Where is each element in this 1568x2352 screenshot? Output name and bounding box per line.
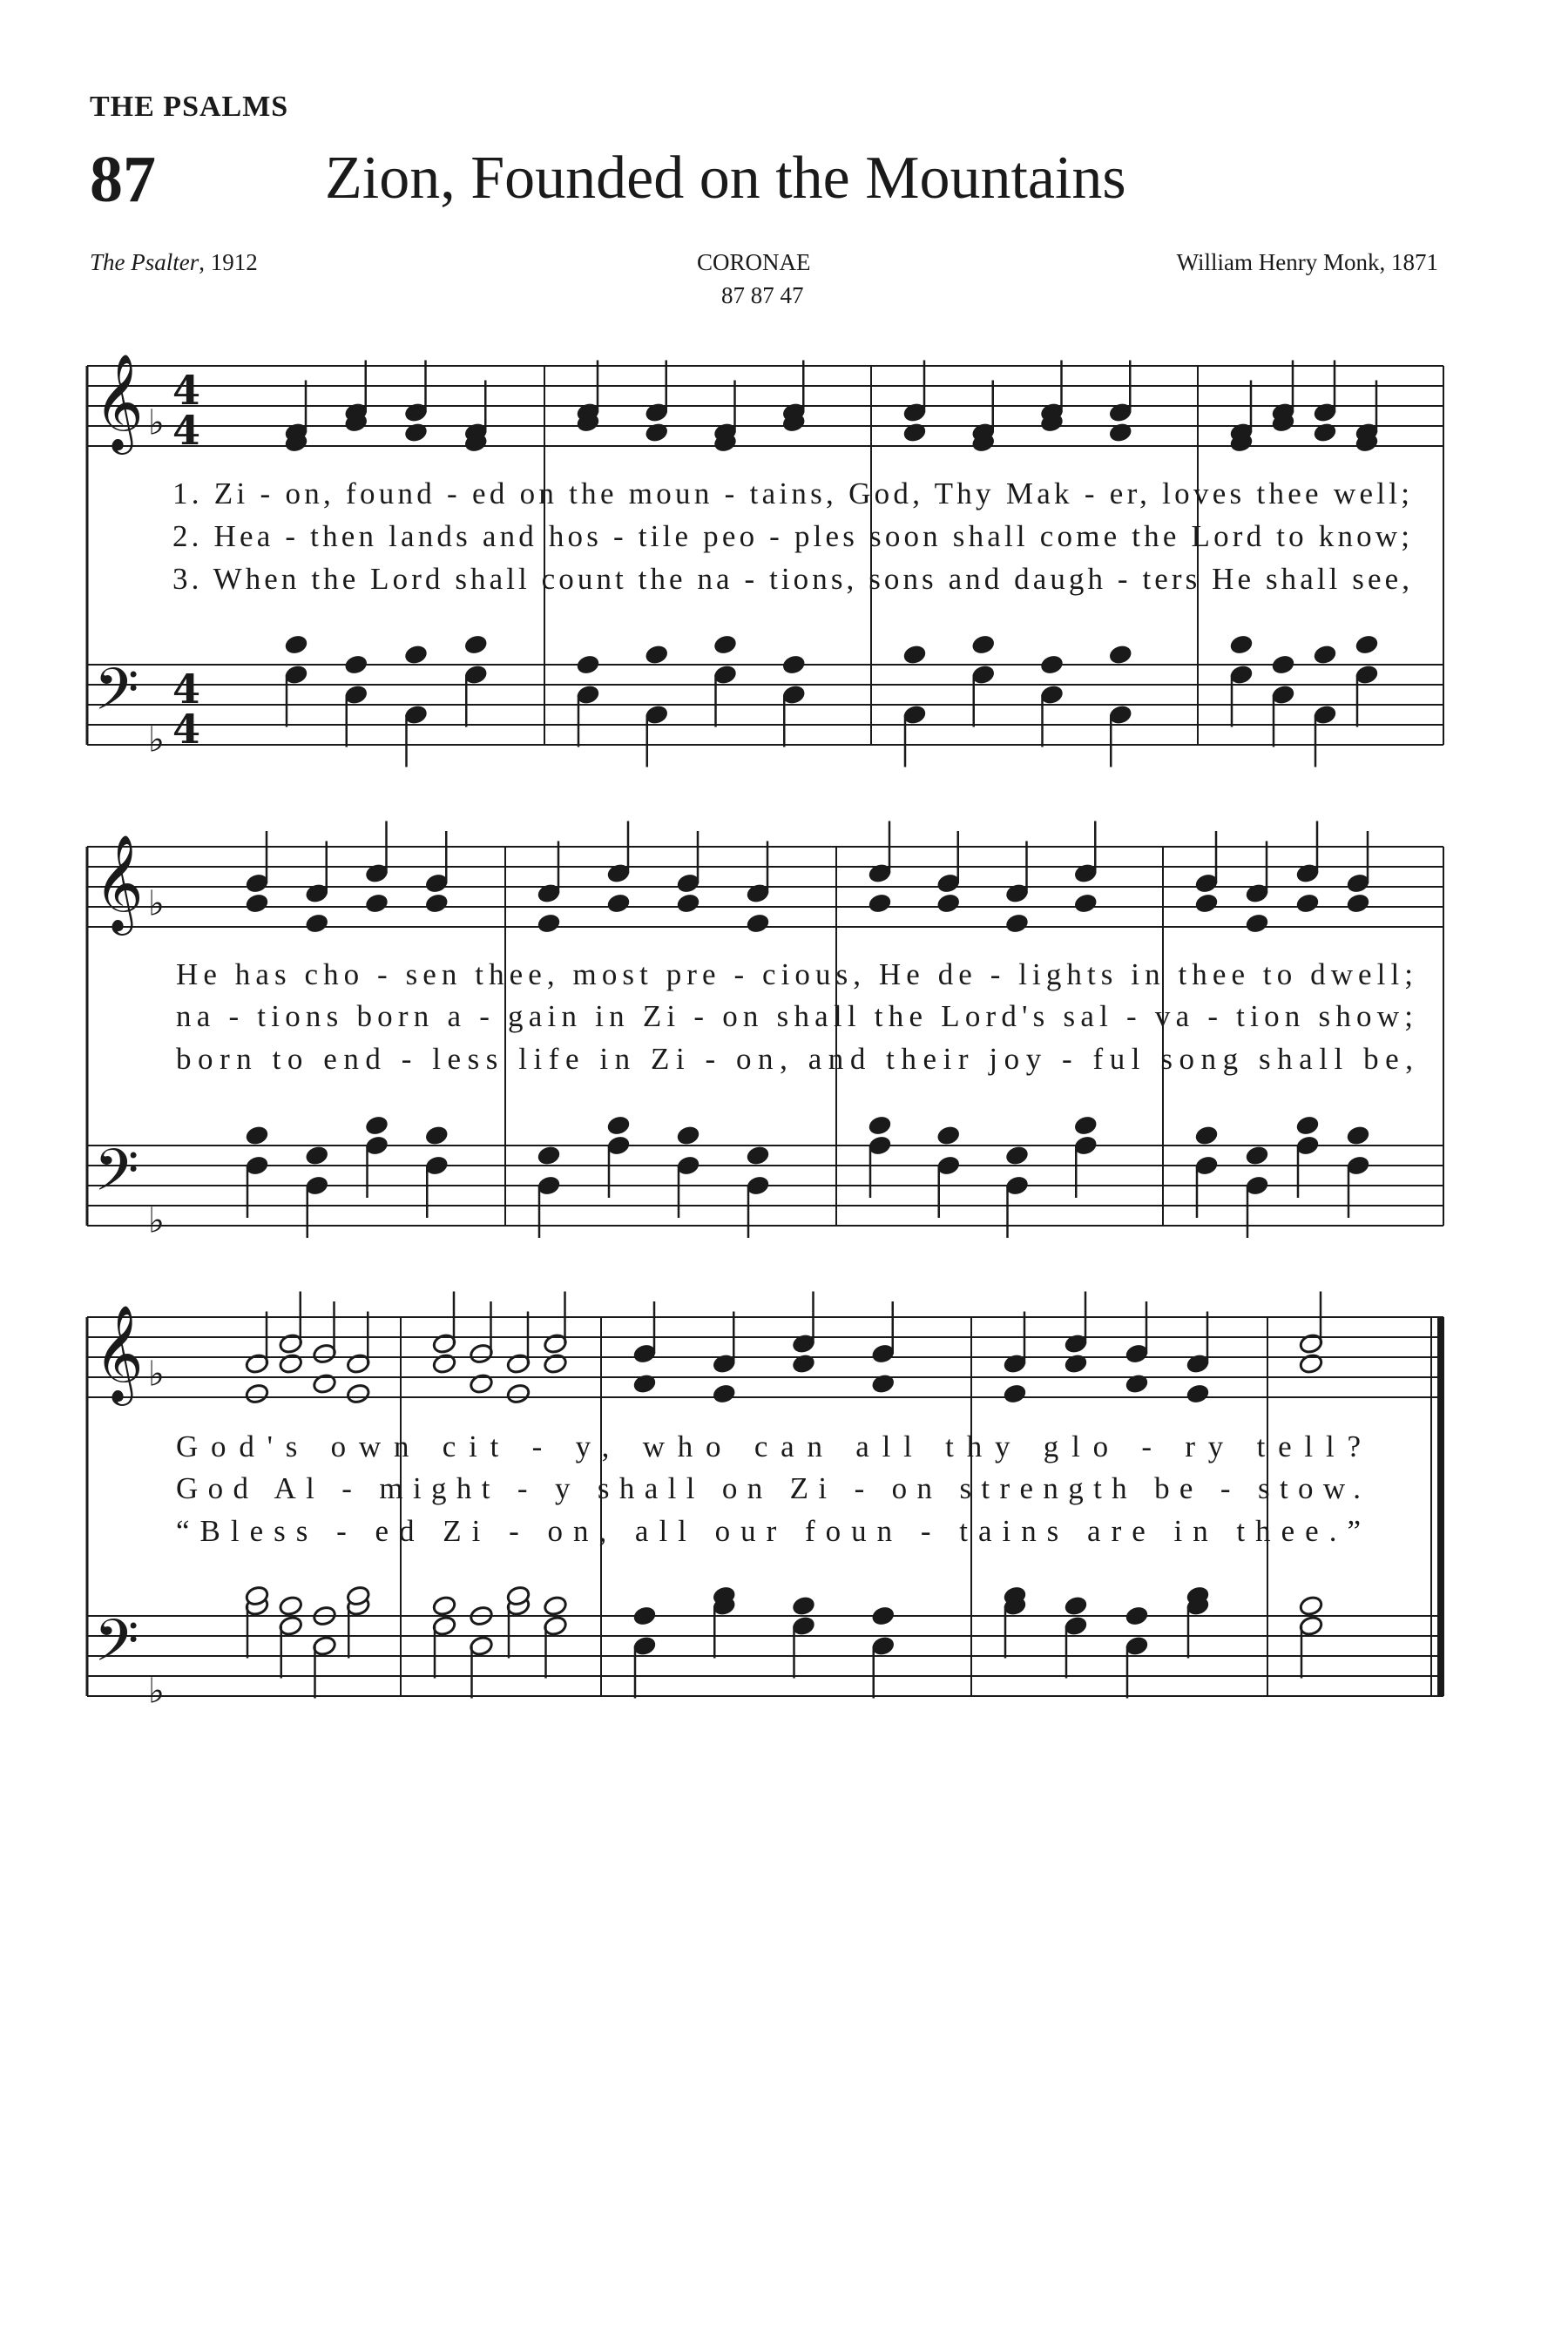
lyric-syllable: thee, bbox=[475, 957, 568, 991]
lyric-syllable: all bbox=[634, 1514, 705, 1548]
lyric-syllable: Mak bbox=[1005, 476, 1081, 510]
note-head bbox=[537, 912, 562, 934]
lyric-syllable: gain bbox=[508, 999, 590, 1033]
lyric-line bbox=[172, 476, 1409, 510]
lyric-syllable: shall bbox=[597, 1471, 713, 1505]
lyric-syllable: cho bbox=[304, 957, 372, 991]
hyphen: - bbox=[531, 1429, 563, 1463]
flat-icon: ♭ bbox=[148, 1671, 165, 1712]
flat-icon: ♭ bbox=[148, 1354, 165, 1395]
lyric-syllable: sons bbox=[868, 562, 945, 596]
lyric-syllable: strength bbox=[959, 1471, 1145, 1505]
lyric-syllable: He bbox=[878, 957, 933, 991]
hyphen: - bbox=[1126, 999, 1150, 1033]
lyric-syllable: our bbox=[714, 1514, 795, 1548]
lyric-syllable: Zi bbox=[651, 1042, 699, 1076]
hyphen: - bbox=[920, 1514, 950, 1548]
lyric-syllable: might bbox=[379, 1471, 508, 1505]
treble-clef-icon: 𝄞 bbox=[94, 834, 144, 931]
note-head bbox=[713, 633, 738, 655]
system-3 bbox=[87, 1292, 1444, 1712]
hyphen: - bbox=[1117, 562, 1139, 596]
lyric-syllable: to bbox=[1262, 957, 1306, 991]
lyric-syllable: to bbox=[272, 1042, 317, 1076]
note-head bbox=[1004, 912, 1030, 934]
lyric-syllable: come bbox=[1039, 519, 1129, 553]
lyric-syllable: the bbox=[874, 999, 936, 1033]
note-head bbox=[1108, 422, 1133, 443]
lyric-syllable: er, bbox=[1109, 476, 1159, 510]
lyric-syllable: the bbox=[638, 562, 694, 596]
note-head bbox=[1073, 1114, 1098, 1136]
note-head bbox=[791, 1595, 816, 1617]
lyric-syllable: ful bbox=[1092, 1042, 1154, 1076]
lyric-syllable: cit bbox=[442, 1429, 519, 1463]
lyric-syllable: be, bbox=[1363, 1042, 1413, 1076]
lyric-syllable: in bbox=[1173, 1514, 1227, 1548]
hymn-title: Zion, Founded on the Mountains bbox=[325, 145, 1126, 212]
note-head bbox=[304, 912, 329, 934]
lyric-syllable: has bbox=[234, 957, 300, 991]
note-head bbox=[676, 892, 701, 914]
flat-icon: ♭ bbox=[148, 883, 165, 924]
note-head bbox=[364, 892, 389, 914]
composer: William Henry Monk, 1871 bbox=[1176, 249, 1438, 275]
note-head bbox=[746, 1145, 771, 1166]
flat-icon: ♭ bbox=[148, 402, 165, 443]
verse-number: 2. bbox=[172, 519, 211, 553]
lyric-syllable: stow. bbox=[1258, 1471, 1361, 1505]
hyphen: - bbox=[705, 1042, 730, 1076]
lyric-syllable: tion bbox=[1236, 999, 1314, 1033]
note-head bbox=[746, 912, 771, 934]
lyric-syllable: Zi bbox=[443, 1514, 499, 1548]
lyric-syllable: foun bbox=[804, 1514, 910, 1548]
time-signature-bottom: 4 bbox=[172, 407, 201, 454]
lyric-syllable: tile bbox=[638, 519, 700, 553]
lyric-syllable: on bbox=[721, 1471, 781, 1505]
lyric-line bbox=[176, 1471, 1361, 1505]
lyric-syllable: na bbox=[176, 999, 224, 1033]
lyric-syllable: lands bbox=[389, 519, 479, 553]
lyric-syllable: see, bbox=[1352, 562, 1410, 596]
hyphen: - bbox=[693, 999, 717, 1033]
lyric-syllable: tions bbox=[257, 999, 352, 1033]
lyric-line bbox=[172, 519, 1409, 553]
lyric-syllable: show; bbox=[1318, 999, 1413, 1033]
hyphen: - bbox=[1207, 999, 1231, 1033]
note-head bbox=[606, 1114, 632, 1136]
lyric-syllable: Lord bbox=[370, 562, 452, 596]
lyric-syllable: life bbox=[518, 1042, 593, 1076]
note-head bbox=[245, 1125, 270, 1146]
note-head bbox=[278, 1353, 303, 1375]
lyric-syllable: God bbox=[176, 1471, 265, 1505]
bass-clef-icon: 𝄢 bbox=[94, 1607, 139, 1688]
lyric-syllable: Lord bbox=[1191, 519, 1274, 553]
lyric-syllable: ry bbox=[1185, 1429, 1244, 1463]
lyric-syllable: tains bbox=[959, 1514, 1078, 1548]
note-head bbox=[543, 1353, 568, 1375]
lyric-syllable: on, bbox=[547, 1514, 625, 1548]
time-signature-top: 4 bbox=[172, 367, 201, 414]
hyphen: - bbox=[260, 476, 282, 510]
note-head bbox=[346, 1382, 371, 1404]
note-head bbox=[1194, 892, 1220, 914]
hyphen: - bbox=[733, 957, 757, 991]
lyric-syllable: who bbox=[642, 1429, 742, 1463]
treble-clef-icon: 𝄞 bbox=[94, 1304, 144, 1402]
lyric-syllable: most bbox=[572, 957, 661, 991]
lyric-syllable: moun bbox=[628, 476, 721, 510]
lyric-syllable: on, bbox=[736, 1042, 802, 1076]
lyric-syllable: on bbox=[722, 999, 772, 1033]
note-head bbox=[936, 1125, 961, 1146]
note-head bbox=[537, 1145, 562, 1166]
note-head bbox=[632, 1373, 658, 1395]
hyphen: - bbox=[744, 562, 766, 596]
lyric-syllable: and bbox=[948, 562, 1011, 596]
note-head bbox=[424, 1125, 449, 1146]
lyric-syllable: and bbox=[482, 519, 545, 553]
lyric-syllable: and bbox=[808, 1042, 880, 1076]
hyphen: - bbox=[990, 957, 1014, 991]
lyric-syllable: Lord's bbox=[941, 999, 1058, 1033]
note-head bbox=[304, 1145, 329, 1166]
note-head bbox=[469, 1373, 494, 1395]
lyric-syllable: the bbox=[1132, 519, 1188, 553]
note-head bbox=[712, 1382, 737, 1404]
lyric-syllable: God, bbox=[848, 476, 931, 510]
hyphen: - bbox=[341, 1471, 370, 1505]
lyric-syllable: pre bbox=[666, 957, 729, 991]
lyric-syllable: Hea bbox=[213, 519, 282, 553]
lyric-syllable: sen bbox=[405, 957, 470, 991]
lyric-syllable: are bbox=[1087, 1514, 1164, 1548]
note-head bbox=[1295, 1114, 1321, 1136]
note-head bbox=[543, 1595, 568, 1617]
hymn-number: 87 bbox=[90, 143, 156, 216]
lyric-syllable: na bbox=[697, 562, 741, 596]
note-head bbox=[1313, 644, 1338, 666]
hyphen: - bbox=[1220, 1471, 1248, 1505]
lyric-syllable: tions, bbox=[769, 562, 866, 596]
lyric-syllable: hos bbox=[548, 519, 610, 553]
note-head bbox=[1346, 892, 1371, 914]
lyric-line bbox=[176, 1429, 1361, 1463]
hyphen: - bbox=[724, 476, 747, 510]
treble-staff bbox=[87, 847, 1443, 927]
hyphen: - bbox=[517, 1471, 545, 1505]
lyric-syllable: end bbox=[323, 1042, 395, 1076]
note-head bbox=[1229, 633, 1254, 655]
note-head bbox=[1245, 1145, 1270, 1166]
hyphen: - bbox=[1062, 1042, 1086, 1076]
lyric-syllable: shall bbox=[952, 519, 1037, 553]
note-head bbox=[1346, 1125, 1371, 1146]
hyphen: - bbox=[336, 1514, 365, 1548]
lyric-syllable: in bbox=[599, 1042, 645, 1076]
hyphen: - bbox=[401, 1042, 426, 1076]
bass-clef-icon: 𝄢 bbox=[94, 1137, 139, 1218]
hyphen: - bbox=[228, 999, 253, 1033]
lyric-syllable: y, bbox=[575, 1429, 630, 1463]
note-head bbox=[1295, 892, 1321, 914]
lyric-syllable: He bbox=[176, 957, 230, 991]
lyric-syllable: When bbox=[213, 562, 308, 596]
lyric-syllable: peo bbox=[703, 519, 766, 553]
lyric-syllable: loves bbox=[1162, 476, 1254, 510]
note-head bbox=[403, 422, 429, 443]
lyric-syllable: va bbox=[1154, 999, 1203, 1033]
hyphen: - bbox=[1084, 476, 1106, 510]
section-heading: THE PSALMS bbox=[90, 91, 289, 123]
hyphen: - bbox=[447, 476, 469, 510]
lyric-syllable: then bbox=[310, 519, 385, 553]
note-head bbox=[868, 1114, 893, 1136]
lyric-syllable: born bbox=[176, 1042, 267, 1076]
bass-clef-icon: 𝄢 bbox=[94, 656, 139, 737]
lyric-syllable: be bbox=[1154, 1471, 1211, 1505]
note-head bbox=[1313, 422, 1338, 443]
lyric-syllable: cious, bbox=[762, 957, 874, 991]
note-head bbox=[1073, 892, 1098, 914]
lyric-syllable: daugh bbox=[1014, 562, 1114, 596]
note-head bbox=[1299, 1595, 1324, 1617]
hyphen: - bbox=[377, 957, 401, 991]
lyric-syllable: ed bbox=[472, 476, 517, 510]
note-head bbox=[424, 892, 449, 914]
lyric-syllable: on bbox=[519, 476, 565, 510]
lyric-syllable: Thy bbox=[934, 476, 1003, 510]
note-head bbox=[1064, 1353, 1089, 1375]
lyric-syllable: found bbox=[346, 476, 443, 510]
system-2 bbox=[87, 821, 1443, 1241]
lyric-syllable: thee bbox=[1256, 476, 1330, 510]
note-head bbox=[791, 1353, 816, 1375]
lyric-syllable: born bbox=[356, 999, 443, 1033]
flat-icon: ♭ bbox=[148, 720, 165, 760]
verse-number: 3. bbox=[172, 562, 210, 596]
hyphen: - bbox=[509, 1514, 537, 1548]
lyric-syllable: Zi bbox=[213, 476, 257, 510]
lyric-syllable: tains, bbox=[749, 476, 845, 510]
lyric-syllable: y bbox=[554, 1471, 588, 1505]
note-head bbox=[312, 1373, 337, 1395]
note-head bbox=[870, 1373, 896, 1395]
text-source-name: The Psalter bbox=[90, 249, 199, 275]
lyric-syllable: dwell; bbox=[1310, 957, 1414, 991]
note-head bbox=[644, 644, 669, 666]
note-head bbox=[506, 1382, 531, 1404]
note-head bbox=[284, 633, 309, 655]
treble-clef-icon: 𝄞 bbox=[94, 353, 144, 450]
lyric-syllable: own bbox=[330, 1429, 430, 1463]
lyric-syllable: know; bbox=[1318, 519, 1410, 553]
lyric-line bbox=[176, 1514, 1361, 1548]
tune-name: CORONAE bbox=[697, 249, 811, 275]
lyric-syllable: tell? bbox=[1256, 1429, 1361, 1463]
lyric-syllable: thee.” bbox=[1236, 1514, 1362, 1548]
note-head bbox=[1299, 1353, 1324, 1375]
note-head bbox=[606, 892, 632, 914]
note-head bbox=[1004, 1145, 1030, 1166]
lyric-syllable: God's bbox=[176, 1429, 318, 1463]
lyric-syllable: song bbox=[1160, 1042, 1253, 1076]
lyric-syllable: Zi bbox=[789, 1471, 845, 1505]
lyric-syllable: “Bless bbox=[176, 1514, 327, 1548]
lyric-syllable: Al bbox=[274, 1471, 332, 1505]
lyric-line bbox=[172, 562, 1409, 596]
lyric-syllable: glo bbox=[1043, 1429, 1129, 1463]
lyric-syllable: in bbox=[595, 999, 638, 1033]
lyric-syllable: ters bbox=[1142, 562, 1209, 596]
lyric-syllable: thy bbox=[945, 1429, 1031, 1463]
note-head bbox=[1108, 644, 1133, 666]
lyric-syllable: on bbox=[891, 1471, 950, 1505]
lyric-line bbox=[176, 1042, 1413, 1076]
lyric-syllable: shall bbox=[1258, 1042, 1357, 1076]
hyphen: - bbox=[854, 1471, 882, 1505]
hyphen: - bbox=[1141, 1429, 1173, 1463]
lyric-line bbox=[176, 957, 1413, 991]
lyric-syllable: sal bbox=[1063, 999, 1121, 1033]
time-signature-top: 4 bbox=[172, 666, 201, 713]
note-head bbox=[970, 633, 996, 655]
note-head bbox=[936, 892, 961, 914]
note-head bbox=[432, 1353, 457, 1375]
lyric-syllable: de bbox=[937, 957, 985, 991]
lyric-syllable: the bbox=[311, 562, 368, 596]
treble-staff bbox=[87, 1317, 1443, 1397]
lyric-syllable: lights bbox=[1018, 957, 1126, 991]
lyric-syllable: to bbox=[1276, 519, 1315, 553]
lyric-syllable: thee bbox=[1178, 957, 1258, 991]
lyric-line bbox=[176, 999, 1413, 1033]
note-head bbox=[1125, 1373, 1150, 1395]
lyric-syllable: Zi bbox=[642, 999, 689, 1033]
note-head bbox=[278, 1595, 303, 1617]
meter: 87 87 47 bbox=[721, 282, 804, 308]
note-head bbox=[1355, 633, 1380, 655]
note-head bbox=[1245, 912, 1270, 934]
note-head bbox=[463, 633, 489, 655]
time-signature-bottom: 4 bbox=[172, 706, 201, 753]
flat-icon: ♭ bbox=[148, 1200, 165, 1241]
lyric-syllable: the bbox=[569, 476, 625, 510]
note-head bbox=[902, 422, 928, 443]
lyric-syllable: their bbox=[886, 1042, 983, 1076]
hyphen: - bbox=[612, 519, 635, 553]
note-head bbox=[1194, 1125, 1220, 1146]
lyric-syllable: all bbox=[855, 1429, 933, 1463]
lyric-syllable: in bbox=[1131, 957, 1173, 991]
lyric-syllable: ples bbox=[794, 519, 866, 553]
lyric-syllable: less bbox=[432, 1042, 512, 1076]
lyric-syllable: He bbox=[1212, 562, 1262, 596]
lyric-syllable: joy bbox=[989, 1042, 1056, 1076]
lyric-syllable: shall bbox=[1265, 562, 1349, 596]
lyric-syllable: a bbox=[447, 999, 474, 1033]
note-head bbox=[676, 1125, 701, 1146]
note-head bbox=[432, 1595, 457, 1617]
text-source-year: , 1912 bbox=[199, 249, 258, 275]
note-head bbox=[1064, 1595, 1089, 1617]
note-head bbox=[868, 892, 893, 914]
note-head bbox=[1003, 1382, 1028, 1404]
final-barline-thick bbox=[1437, 1317, 1444, 1696]
hyphen: - bbox=[285, 519, 307, 553]
lyric-syllable: on, bbox=[285, 476, 342, 510]
lyric-syllable: ed bbox=[375, 1514, 433, 1548]
note-head bbox=[644, 422, 669, 443]
lyric-syllable: well; bbox=[1333, 476, 1410, 510]
lyric-syllable: can bbox=[754, 1429, 843, 1463]
note-head bbox=[364, 1114, 389, 1136]
lyric-syllable: shall bbox=[776, 999, 869, 1033]
note-head bbox=[403, 644, 429, 666]
verse-number: 1. bbox=[172, 476, 211, 510]
note-head bbox=[1186, 1382, 1211, 1404]
lyric-syllable: count bbox=[541, 562, 635, 596]
note-head bbox=[245, 1382, 270, 1404]
lyric-syllable: shall bbox=[455, 562, 538, 596]
note-head bbox=[902, 644, 928, 666]
hyphen: - bbox=[769, 519, 791, 553]
hyphen: - bbox=[479, 999, 503, 1033]
lyric-syllable: soon bbox=[869, 519, 950, 553]
note-head bbox=[245, 892, 270, 914]
